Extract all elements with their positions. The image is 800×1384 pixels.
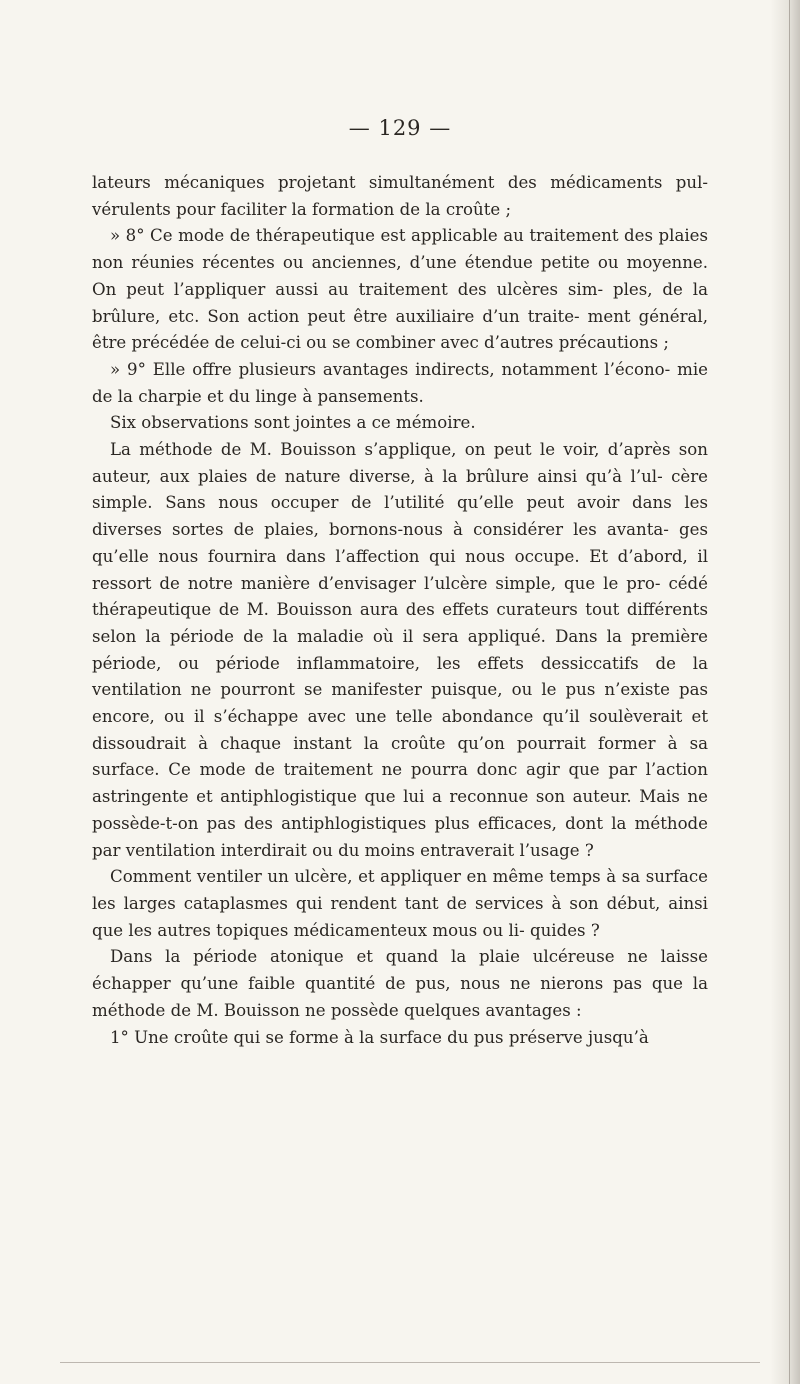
paragraph: » 9° Elle offre plusieurs avantages indirects, notamment l’écono- mie de la charpie et du linge à pansements.: [92, 359, 708, 406]
paragraph: » 8° Ce mode de thérapeutique est applicable au traitement des plaies non réunies récentes ou anciennes, d’une étendue petite ou moyenne. On peut l’appliquer aussi au traitement des ulcères sim- ples, de la brûlure, etc. Son action peut être auxiliaire d’un traite- ment général, être précédée de celui-ci ou se combiner avec d’autres précautions ;: [92, 226, 708, 353]
page-number: — 129 —: [348, 116, 452, 140]
paragraph: 1° Une croûte qui se forme à la surface du pus préserve jusqu’à: [110, 1027, 649, 1047]
paragraph: Comment ventiler un ulcère, et appliquer en même temps à sa surface les larges cataplasmes qui rendent tant de services à son début, ainsi que les autres topiques médicamenteux mous ou li- quides ?: [92, 867, 708, 940]
page-bottom-line: [60, 1362, 760, 1363]
body-text: [92, 170, 708, 1051]
paragraph: lateurs mécaniques projetant simultanément des médicaments pul- vérulents pour faciliter la formation de la croûte ;: [92, 173, 708, 219]
page-edge-line: [789, 0, 790, 1384]
paragraph: Dans la période atonique et quand la plaie ulcéreuse ne laisse échapper qu’une faible quantité de pus, nous ne nierons pas que la méthode de M. Bouisson ne possède quelques avantages :: [92, 947, 708, 1020]
page-edge-shadow: [770, 0, 800, 1384]
paragraph: Six observations sont jointes a ce mémoire.: [110, 413, 476, 433]
paragraph: La méthode de M. Bouisson s’applique, on peut le voir, d’après son auteur, aux plaies de nature diverse, à la brûlure ainsi qu’à l’ul- cère simple. Sans nous occuper de l’utilité qu’elle peut avoir dans les diverses sortes de plaies, bornons-nous à considérer les avanta- ges qu’elle nous fournira dans l’affection qui nous occupe. Et d’abord, il ressort de notre manière d’envisager l’ulcère simple, que le pro- cédé thérapeutique de M. Bouisson aura des effets curateurs tout différents selon la période de la maladie où il sera appliqué. Dans la première période, ou période inflammatoire, les effets dessiccatifs de la ventilation ne pourront se manifester puisque, ou le pus n’existe pas encore, ou il s’échappe avec une telle abondance qu’il soulèverait et dissoudrait à chaque instant la croûte qu’on pourrait former à sa surface. Ce mode de traitement ne pourra donc agir que par l’action astringente et antiphlogistique que lui a reconnue son auteur. Mais ne possède-t-on pas des antiphlogistiques plus efficaces, dont la méthode par ventilation interdirait ou du moins entraverait l’usage ?: [92, 440, 708, 860]
